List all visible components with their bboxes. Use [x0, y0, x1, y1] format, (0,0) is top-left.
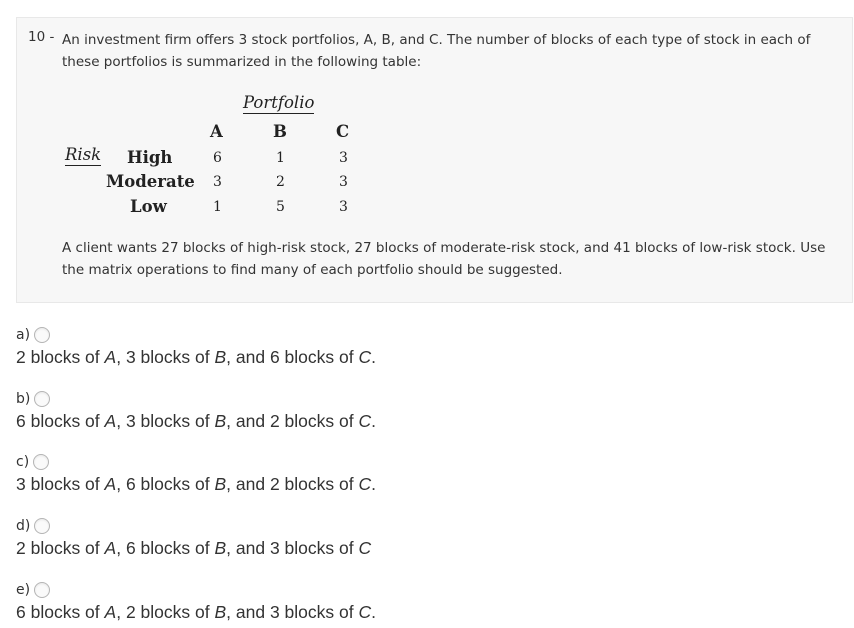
cell-low-b: 5 [276, 199, 285, 215]
option-letter: d) [16, 518, 31, 534]
portfolio-table [17, 18, 417, 228]
cell-moderate-a: 3 [213, 174, 222, 190]
cell-high-c: 3 [339, 150, 348, 166]
cell-low-c: 3 [339, 199, 348, 215]
option-d [16, 518, 371, 559]
option-text: 6 blocks of A, 3 blocks of B, and 2 blocks of C. [16, 411, 376, 431]
option-e-radio[interactable] [34, 582, 50, 598]
question-text: An investment firm offers 3 stock portfolios, A, B, and C. The number of blocks of each type of stock in each of these portfolios is summarized in the following table: [62, 32, 811, 70]
column-header-a: A [210, 122, 223, 141]
option-c-radio[interactable] [33, 454, 49, 470]
option-text: 2 blocks of A, 3 blocks of B, and 6 blocks of C. [16, 347, 376, 367]
option-a [16, 327, 376, 368]
portfolio-header: Portfolio [243, 93, 315, 112]
cell-moderate-c: 3 [339, 174, 348, 190]
column-header-b: B [273, 122, 287, 141]
option-letter: c) [16, 454, 30, 470]
cell-moderate-b: 2 [276, 174, 285, 190]
question-box [16, 17, 853, 303]
row-label-high: High [127, 148, 173, 167]
option-a-radio[interactable] [34, 327, 50, 343]
row-label-low: Low [130, 197, 167, 216]
option-b [16, 391, 376, 432]
option-text: 2 blocks of A, 6 blocks of B, and 3 blocks of C [16, 538, 372, 558]
option-c [16, 454, 376, 495]
option-letter: b) [16, 391, 31, 407]
question-number: 10 - [28, 29, 55, 45]
column-header-c: C [336, 122, 350, 141]
option-b-radio[interactable] [34, 391, 50, 407]
cell-high-a: 6 [213, 150, 222, 166]
cell-high-b: 1 [276, 150, 285, 166]
risk-label: Risk [65, 145, 102, 164]
option-text: 6 blocks of A, 2 blocks of B, and 3 blocks of C. [16, 602, 376, 622]
row-label-moderate: Moderate [106, 172, 195, 191]
option-e [16, 582, 376, 623]
client-text: A client wants 27 blocks of high-risk stock, 27 blocks of moderate-risk stock, and 41 blocks of low-risk stock. Use the matrix operations to find many of each portfolio should be suggested. [62, 240, 826, 278]
cell-low-a: 1 [213, 199, 222, 215]
option-text: 3 blocks of A, 6 blocks of B, and 2 blocks of C. [16, 474, 376, 494]
option-d-radio[interactable] [34, 518, 50, 534]
option-letter: e) [16, 582, 31, 598]
option-letter: a) [16, 327, 31, 343]
